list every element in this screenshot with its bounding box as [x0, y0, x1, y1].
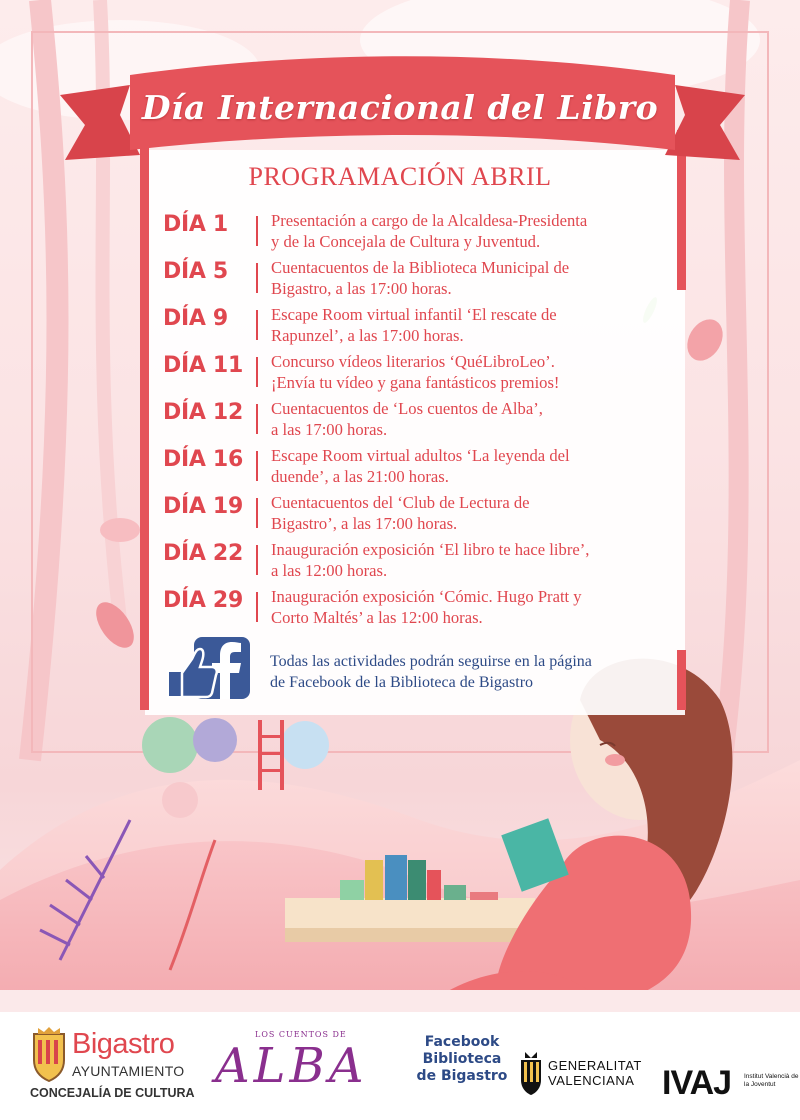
divider — [256, 216, 258, 246]
list-item — [163, 257, 683, 305]
event-description: Escape Room virtual infantil ‘El rescate de Rapunzel’, a las 17:00 horas. — [271, 305, 557, 345]
event-description: Cuentacuentos de ‘Los cuentos de Alba’, a las 17:00 horas. — [271, 399, 543, 439]
event-day: DÍA 12 — [163, 400, 243, 425]
event-day: DÍA 9 — [163, 306, 228, 331]
list-item — [163, 398, 683, 446]
event-description: Concurso vídeos literarios ‘QuéLibroLeo’. ¡Envía tu vídeo y gana fantásticos premios! — [271, 352, 560, 392]
bigastro-coat-of-arms-icon — [30, 1026, 68, 1082]
list-item — [163, 539, 683, 587]
event-description: Inauguración exposición ‘Cómic. Hugo Pratt y Corto Maltés’ a las 12:00 horas. — [271, 587, 582, 627]
bigastro-logo-sub: AYUNTAMIENTO — [72, 1063, 185, 1079]
event-description: Inauguración exposición ‘El libro te hace libre’, a las 12:00 horas. — [271, 540, 590, 580]
divider — [256, 310, 258, 340]
panel-post-left — [140, 130, 149, 710]
event-day: DÍA 19 — [163, 494, 243, 519]
event-day: DÍA 16 — [163, 447, 243, 472]
list-item — [163, 445, 683, 493]
event-description: Escape Room virtual adultos ‘La leyenda del duende’, a las 21:00 horas. — [271, 446, 570, 486]
event-day: DÍA 11 — [163, 353, 243, 378]
event-description: Cuentacuentos de la Biblioteca Municipal de Bigastro, a las 17:00 horas. — [271, 258, 570, 298]
generalitat-shield-icon — [519, 1050, 543, 1096]
alba-logo: ALBA — [215, 1038, 368, 1094]
generalitat-logo: GENERALITAT VALENCIANA — [548, 1058, 642, 1088]
facebook-note: Todas las actividades podrán seguirse en la página de Facebook de la Biblioteca de Bigastro — [270, 653, 592, 691]
divider — [256, 263, 258, 293]
list-item — [163, 351, 683, 399]
list-item — [163, 210, 683, 258]
divider — [256, 451, 258, 481]
divider — [256, 545, 258, 575]
ivaj-logo-sub: Institut Valencià de la Joventut — [744, 1073, 799, 1088]
list-item — [163, 304, 683, 352]
program-subtitle: PROGRAMACIÓN ABRIL — [248, 162, 552, 191]
event-day: DÍA 5 — [163, 259, 228, 284]
page-title: Día Internacional del Libro — [141, 88, 659, 127]
list-item — [163, 586, 683, 634]
divider — [256, 357, 258, 387]
event-day: DÍA 22 — [163, 541, 243, 566]
event-description: Cuentacuentos del ‘Club de Lectura de Bigastro’, a las 17:00 horas. — [271, 493, 530, 533]
ivaj-logo: IVAJ — [662, 1064, 732, 1102]
event-day: DÍA 1 — [163, 212, 228, 237]
alba-logo-small: LOS CUENTOS DE — [255, 1030, 347, 1039]
divider — [256, 592, 258, 622]
footer-logos — [0, 1012, 800, 1120]
facebook-biblioteca-logo: Facebook Biblioteca de Bigastro — [416, 1034, 508, 1084]
divider — [256, 404, 258, 434]
divider — [256, 498, 258, 528]
concejalia-label: CONCEJALÍA DE CULTURA — [30, 1086, 195, 1100]
event-day: DÍA 29 — [163, 588, 243, 613]
bigastro-logo-name: Bigastro — [72, 1028, 175, 1060]
event-description: Presentación a cargo de la Alcaldesa-Presidenta y de la Concejala de Cultura y Juventud. — [271, 211, 588, 251]
list-item — [163, 492, 683, 540]
facebook-like-icon — [164, 637, 250, 699]
